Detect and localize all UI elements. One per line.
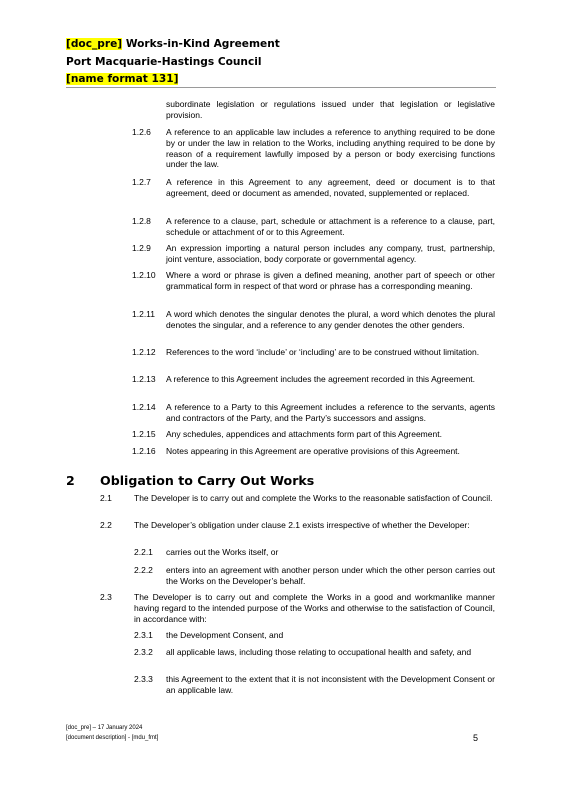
subclause-text: this Agreement to the extent that it is not inconsistent with the Development Consent or an applicable law. bbox=[166, 674, 495, 695]
subclause-text: the Development Consent, and bbox=[166, 630, 284, 640]
clause-text: Notes appearing in this Agreement are operative provisions of this Agreement. bbox=[166, 446, 460, 456]
name-format-highlight: [name format 131] bbox=[66, 73, 179, 85]
clause-number: 2.1 bbox=[100, 493, 112, 503]
clause-text: A reference in this Agreement to any agreement, deed or document is to that agreement, deed or document as amended, novated, supplemented or replaced. bbox=[166, 177, 495, 198]
clause-number: 1.2.15 bbox=[132, 429, 156, 439]
clause-text: A reference to a Party to this Agreement includes a reference to the servants, agents and contractors of the Party, and the Party’s successors and assigns. bbox=[166, 402, 495, 423]
header-divider bbox=[66, 87, 496, 88]
clause-text: The Developer is to carry out and complete the Works in a good and workmanlike manner having regard to the intended purpose of the Works and otherwise to the satisfaction of Council, in accordance with: bbox=[134, 592, 495, 624]
clause-number: 1.2.6 bbox=[132, 127, 151, 137]
subclause-number: 2.3.1 bbox=[134, 630, 153, 640]
council-name: Port Macquarie-Hastings Council bbox=[66, 56, 262, 68]
clause-number: 1.2.16 bbox=[132, 446, 156, 456]
section-number: 2 bbox=[66, 473, 75, 488]
doc-code-highlight: [doc_pre] bbox=[66, 38, 123, 50]
footer-date: [doc_pre] – 17 January 2024 bbox=[66, 725, 143, 731]
clause-text: A reference to an applicable law includes a reference to anything required to be done by or under the law in relation to the Works, including anything required to be done by reason of a requirement lawfully imposed by a person or body exercising functions under the law. bbox=[166, 127, 495, 170]
clause-number: 1.2.14 bbox=[132, 402, 156, 412]
subclause-number: 2.2.1 bbox=[134, 547, 153, 557]
document-title bbox=[66, 38, 280, 51]
clause-number: 1.2.12 bbox=[132, 347, 156, 357]
clause-text: The Developer is to carry out and complete the Works to the reasonable satisfaction of Council. bbox=[134, 493, 493, 503]
clause-text: Where a word or phrase is given a defined meaning, another part of speech or other grammatical form in respect of that word or phrase has a corresponding meaning. bbox=[166, 270, 495, 291]
subclause-number: 2.3.3 bbox=[134, 674, 153, 684]
subclause-number: 2.3.2 bbox=[134, 647, 153, 657]
continuation-paragraph: subordinate legislation or regulations issued under that legislation or legislative provision. bbox=[166, 99, 495, 120]
section-heading: Obligation to Carry Out Works bbox=[100, 473, 315, 488]
clause-number: 1.2.11 bbox=[132, 309, 156, 319]
name-format bbox=[66, 73, 178, 86]
clause-text: A word which denotes the singular denotes the plural, a word which denotes the plural denotes the singular, and a reference to any gender denotes the other genders. bbox=[166, 309, 495, 330]
clause-text: References to the word ‘include’ or ‘including’ are to be construed without limitation. bbox=[166, 347, 480, 357]
subclause-text: enters into an agreement with another person under which the other person carries out the Works on the Developer’s behalf. bbox=[166, 565, 495, 586]
clause-number: 2.2 bbox=[100, 520, 112, 530]
clause-number: 1.2.8 bbox=[132, 216, 151, 226]
footer-description: [document description] - [mdu_fmt] bbox=[66, 735, 159, 741]
clause-text: A reference to this Agreement includes the agreement recorded in this Agreement. bbox=[166, 374, 476, 384]
clause-text: An expression importing a natural person includes any company, trust, partnership, joint venture, association, body corporate or governmental agency. bbox=[166, 243, 495, 264]
clause-number: 2.3 bbox=[100, 592, 112, 602]
agreement-title: Works-in-Kind Agreement bbox=[122, 38, 280, 50]
clause-number: 1.2.7 bbox=[132, 177, 151, 187]
clause-number: 1.2.13 bbox=[132, 374, 156, 384]
clause-number: 1.2.9 bbox=[132, 243, 151, 253]
clause-text: The Developer’s obligation under clause 2.1 exists irrespective of whether the Developer: bbox=[134, 520, 470, 530]
clause-text: Any schedules, appendices and attachments form part of this Agreement. bbox=[166, 429, 442, 439]
subclause-text: all applicable laws, including those relating to occupational health and safety, and bbox=[166, 647, 472, 657]
clause-number: 1.2.10 bbox=[132, 270, 156, 280]
clause-text: A reference to a clause, part, schedule or attachment is a reference to a clause, part, schedule or attachment of or to this Agreement. bbox=[166, 216, 495, 237]
page-number: 5 bbox=[472, 733, 478, 743]
subclause-text: carries out the Works itself, or bbox=[166, 547, 279, 557]
subclause-number: 2.2.2 bbox=[134, 565, 153, 575]
